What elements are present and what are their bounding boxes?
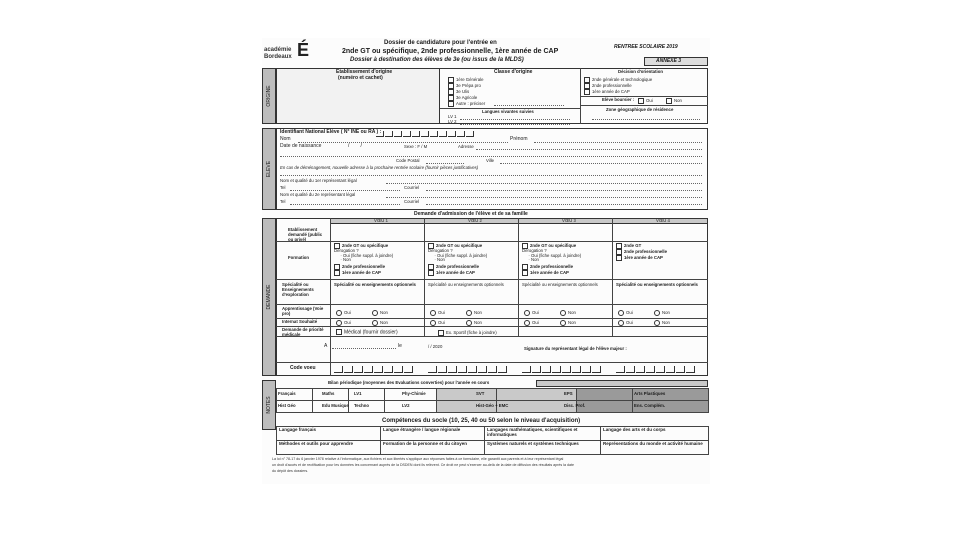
subject-label: LV1 <box>354 391 362 396</box>
ine-char-box[interactable] <box>394 131 402 137</box>
code-voeu-char-box[interactable] <box>364 366 373 373</box>
subject-label: Hist-Géo + EMC <box>476 403 509 408</box>
voeu-1-option-3[interactable]: · Oui (fiche suppl. à joindre) <box>338 253 394 258</box>
etab-demande-label: Etablissement demandé (public ou privé) <box>288 227 323 243</box>
voeu-1-option-6[interactable]: 1ère année de CAP <box>334 270 381 276</box>
notes-title: Bilan périodique (moyennes des Evaluations converties) pour l'année en cours <box>328 380 490 385</box>
subject-label: Disc. Prof. <box>564 403 586 408</box>
competence-cell[interactable] <box>600 440 709 455</box>
prenom-label: Prénom <box>510 136 528 142</box>
competence-label: Formation de la personne et du citoyen <box>383 441 468 446</box>
subject-label: Phy-Chimie <box>402 391 426 396</box>
classe-option-4[interactable]: 3e Agricole <box>448 95 477 101</box>
code-voeu-char-box[interactable] <box>572 366 581 373</box>
specialite-text-1: Spécialité ou enseignements optionnels <box>334 282 416 287</box>
ine-char-box[interactable] <box>385 131 393 137</box>
subject-label: Edu Musique <box>322 403 349 408</box>
ine-char-box[interactable] <box>466 131 474 137</box>
code-voeu-char-box[interactable] <box>428 366 437 373</box>
voeu-3-option-3[interactable]: · Oui (fiche suppl. à joindre) <box>526 253 582 258</box>
ine-char-box[interactable] <box>376 131 384 137</box>
voeu-3-option-6[interactable]: 1ère année de CAP <box>522 270 569 276</box>
apprentissage-label: Apprentissage (Voie pro) <box>282 306 324 317</box>
annexe-label: ANNEXE 3 <box>656 58 682 64</box>
code-voeu-char-box[interactable] <box>626 366 635 373</box>
demande-side-band: DEMANDE <box>262 218 276 376</box>
apprentissage-oui-1[interactable]: Oui <box>336 310 351 316</box>
formation-label: Formation <box>288 255 310 260</box>
specialite-text-3: Spécialité ou enseignements optionnels <box>522 282 598 287</box>
subject-label: Maths <box>322 391 335 396</box>
form-title-2: 2nde GT ou spécifique, 2nde professionnelle, 1ère année de CAP <box>342 48 559 55</box>
code-voeu-char-box[interactable] <box>438 366 447 373</box>
form-title-1: Dossier de candidature pour l'entrée en <box>384 40 497 46</box>
code-voeu-char-box[interactable] <box>354 366 363 373</box>
code-voeu-char-box[interactable] <box>522 366 531 373</box>
courriel1-label: Courriel <box>404 185 420 190</box>
voeu-3-option-5[interactable]: 2nde professionnelle <box>522 264 573 270</box>
voeu-1-option-5[interactable]: 2nde professionnelle <box>334 264 385 270</box>
competence-label: Langue étrangère / langue régionale <box>383 427 461 432</box>
sexe-label: Sexe : F / M <box>404 144 428 149</box>
competence-cell[interactable] <box>484 426 601 441</box>
apprentissage-non-3[interactable]: Non <box>560 310 576 316</box>
code-voeu-char-box[interactable] <box>542 366 551 373</box>
voeu-2-header: VŒU 2 <box>468 218 482 223</box>
code-voeu-char-box[interactable] <box>646 366 655 373</box>
date-field[interactable]: / / 2020 <box>428 344 443 349</box>
classe-origine-title: Classe d'origine <box>494 69 533 75</box>
code-voeu-char-box[interactable] <box>384 366 393 373</box>
code-voeu-char-box[interactable] <box>334 366 343 373</box>
specialite-label: Spécialité ou Enseignements d'exploration <box>282 282 314 298</box>
subject-label: Hist Géo <box>278 403 296 408</box>
competence-cell[interactable] <box>276 426 381 441</box>
signature-label: Signature du représentant légal de l'élève majeur : <box>524 346 627 351</box>
langues-title: Langues vivantes suivies <box>482 109 534 114</box>
code-voeu-char-box[interactable] <box>344 366 353 373</box>
application-form: académie Bordeaux É Dossier de candidature pour l'entrée en 2nde GT ou spécifique, 2nde professionnelle, 1ère année de CAP Dossier à destination des élèves de 3e (ou issus de la MLDS) RENTREE SCOLAIRE 2019 ANNEXE 3 ORIGINE Etablissement d'origine (numéro et cachet) Classe d'origine 1ère Générale 3e Prépa pro 3e Ulis 3e Agricole Autre : préciser Langues vivantes suivies LV 1 LV 2 Décision d'orientation 2nde générale et technologique 2nde professionnelle 1ère année de CAP Elève boursier : Oui Non Zone géographique de résidence ELEVE Identifiant National Elève ( N° INE ou RA ) : Nom Prénom Date de naissance / / Sexe : F / M Adresse Code Postal Ville En cas de déménagement, nouvelle adresse à la prochaine rentrée scolaire (fournir pièces justificatives) Nom et qualité du 1er représentant légal Tel Courriel Nom et qualité du 2e représentant légal Tel Courriel Demande d'admission de l'élève et de sa famille DEMANDE VŒU 1 VŒU 2 VŒU 3 VŒU 4 Etablissement demandé (public ou privé) Formation 2nde GT ou spécifique Dérogation ? · Oui (fiche suppl. à joindre) · Non 2nde professionnelle 1ère année de CAP 2nde GT ou spécifique Dérogation ? · Oui (fiche suppl. à joindre) · Non 2nde professionnelle 1ère année de CAP 2nde GT ou spécifique Dérogation ? · Oui (fiche suppl. à joindre) · Non 2nde professionnelle 1ère année de CAP 2nde GT 2nde professionnelle 1ère année de CAP Spécialité ou Enseignements d'exploration Spécialité ou enseignements optionnels Spécialité ou enseignements optionnels Spécialité ou enseignements optionnels Spécialité ou enseignements optionnels Apprentissage (Voie pro) Oui Non Oui Non Oui Non Oui Non Internat Souhaité Oui Non Oui Non Oui Non Oui Non Demande de priorité médicale Médical (fournir dossier) Ex. Sportif (fiche à joindre) A le / / 2020 Signature du représentant légal de l'élève majeur : Code voeu NOTES Bilan périodique (moyennes des Evaluations converties) pour l'année en cours Français Maths LV1 Phy-Chimie SVT EPS Arts Plastiques Hist Géo Edu Musique Techno LV2 Hist-Géo + EMC Disc. Prof. Ens. Complém. Compétences du socle (10, 25, 40 ou 50 selon le niveau d'acquisition) Langage français Langue étrangère / langue régionale Langages mathématiques, scientifiques et informatiques Langage des arts et du corps Méthodes et outils pour apprendre Formation de la personne et du citoyen Systèmes naturels et systèmes techniques Représentations du monde et activité humaine La loi n° 78-17 du 6 janvier 1978 relative à l'informatique, aux fichiers et aux libertés s'applique aux réponses faites à ce formulaire, elle garantit aux parents et à leur représentant légal un droit d'accès et de rectification pour les données les concernant auprès de la DSDEN dont ils relèvent. Ce droit ne peut s'exercer au-delà de la date de diffusion des résultats après la date du dépôt des dossiers. <box>262 38 710 484</box>
voeu-1-option-2: Dérogation ? <box>334 248 359 253</box>
academy-logo: É <box>297 40 310 60</box>
courriel2-label: Courriel <box>404 199 420 204</box>
etab-origin-sub: (numéro et cachet) <box>338 75 383 81</box>
apprentissage-non-4[interactable]: Non <box>654 310 670 316</box>
ine-char-box[interactable] <box>457 131 465 137</box>
specialite-text-2: Spécialité ou enseignements optionnels <box>428 282 504 287</box>
code-voeu-char-box[interactable] <box>562 366 571 373</box>
adresse-label: Adresse <box>458 144 474 149</box>
code-voeu-char-box[interactable] <box>616 366 625 373</box>
footer-line-3: du dépôt des dossiers. <box>272 469 309 473</box>
competence-label: Langage français <box>279 427 317 432</box>
voeu-2-option-6[interactable]: 1ère année de CAP <box>428 270 475 276</box>
internat-oui-4[interactable]: Oui <box>618 320 633 326</box>
subject-label: Techno <box>354 403 369 408</box>
subject-label: Français <box>278 391 296 396</box>
voeu-2-option-3[interactable]: · Oui (fiche suppl. à joindre) <box>432 253 488 258</box>
code-voeu-label: Code voeu <box>290 365 316 371</box>
zone-label: Zone géographique de résidence <box>606 107 674 112</box>
code-voeu-char-box[interactable] <box>532 366 541 373</box>
logo-text-1: académie <box>264 47 292 53</box>
decision-option-3[interactable]: 1ère année de CAP <box>584 89 630 95</box>
internat-oui-2[interactable]: Oui <box>430 320 445 326</box>
subject-label: EPS <box>564 391 573 396</box>
competence-cell[interactable] <box>600 426 709 441</box>
classe-option-5[interactable]: Autre : préciser <box>448 101 485 107</box>
boursier-non[interactable]: Non <box>666 98 682 104</box>
competence-label: Méthodes et outils pour apprendre <box>279 441 354 446</box>
footer-line-2: un droit d'accès et de rectification pour les données les concernant auprès de la DSDEN dont ils relèvent. Ce droit ne peut s'exercer au-delà de la date de diffusion des résultats après la date <box>272 463 574 467</box>
apprentissage-non-1[interactable]: Non <box>372 310 388 316</box>
internat-label: Internat Souhaité <box>282 319 318 324</box>
apprentissage-oui-3[interactable]: Oui <box>524 310 539 316</box>
competence-label: Représentations du monde et activité humaine <box>603 441 703 446</box>
internat-non-3[interactable]: Non <box>560 320 576 326</box>
ine-char-box[interactable] <box>448 131 456 137</box>
tel1-label: Tel <box>280 185 286 190</box>
etab-origin-label: Etablissement d'origine <box>336 69 393 75</box>
demenagement-note: En cas de déménagement, nouvelle adresse à la prochaine rentrée scolaire (fournir pièces justificatives) <box>280 165 479 170</box>
rentree-label: RENTREE SCOLAIRE 2019 <box>614 44 678 50</box>
code-voeu-char-box[interactable] <box>666 366 675 373</box>
boursier-oui[interactable]: Oui <box>638 98 653 104</box>
decision-option-1[interactable]: 2nde générale et technologique <box>584 77 652 83</box>
internat-oui-3[interactable]: Oui <box>524 320 539 326</box>
internat-non-4[interactable]: Non <box>654 320 670 326</box>
origin-side-band: ORIGINE <box>262 68 276 124</box>
internat-non-1[interactable]: Non <box>372 320 388 326</box>
apprentissage-non-2[interactable]: Non <box>466 310 482 316</box>
resp2-label: Nom et qualité du 2e représentant légal <box>280 192 356 197</box>
nom-label: Nom <box>280 136 291 142</box>
code-voeu-char-box[interactable] <box>582 366 591 373</box>
subject-label: Ens. Complém. <box>634 403 666 408</box>
voeu-4-option-1[interactable]: 2nde GT <box>616 243 641 249</box>
logo-text-2: Bordeaux <box>264 54 292 60</box>
code-voeu-char-box[interactable] <box>676 366 685 373</box>
voeu-2-option-1[interactable]: 2nde GT ou spécifique <box>428 243 482 249</box>
eleve-side-band: ELEVE <box>262 128 276 210</box>
subject-label: Arts Plastiques <box>634 391 666 396</box>
code-voeu-char-box[interactable] <box>488 366 497 373</box>
voeu-4-option-2[interactable]: 2nde professionnelle <box>616 249 667 255</box>
tel2-label: Tel <box>280 199 286 204</box>
lv2-label: LV 2 <box>448 119 457 124</box>
competence-label: Langages mathématiques, scientifiques et informatiques <box>487 427 578 437</box>
ville-label: Ville <box>486 158 495 163</box>
fait-a-label: A <box>324 343 328 349</box>
voeu-3-option-4[interactable]: · Non <box>526 257 539 262</box>
competence-cell[interactable] <box>276 440 381 455</box>
competences-title: Compétences du socle (10, 25, 40 ou 50 selon le niveau d'acquisition) <box>382 418 581 424</box>
code-voeu-char-box[interactable] <box>394 366 403 373</box>
code-postal-label: Code Postal <box>396 158 420 163</box>
competence-cell[interactable] <box>380 426 485 441</box>
voeu-1-option-4[interactable]: · Non <box>338 257 351 262</box>
ine-char-box[interactable] <box>412 131 420 137</box>
resp1-label: Nom et qualité du 1er représentant légal <box>280 178 357 183</box>
apprentissage-oui-4[interactable]: Oui <box>618 310 633 316</box>
code-voeu-char-box[interactable] <box>374 366 383 373</box>
code-voeu-char-box[interactable] <box>458 366 467 373</box>
code-voeu-char-box[interactable] <box>592 366 601 373</box>
voeu-3-header: VŒU 3 <box>562 218 576 223</box>
voeu-2-option-5[interactable]: 2nde professionnelle <box>428 264 479 270</box>
voeu-1-option-1[interactable]: 2nde GT ou spécifique <box>334 243 388 249</box>
naissance-label: Date de naissance <box>280 143 322 149</box>
code-voeu-char-box[interactable] <box>636 366 645 373</box>
voeu-4-header: VŒU 4 <box>656 218 670 223</box>
decision-option-2[interactable]: 2nde professionnelle <box>584 83 632 89</box>
le-label: le <box>398 343 402 349</box>
lv1-label: LV 1 <box>448 114 457 119</box>
subject-label: SVT <box>476 391 485 396</box>
voeu-2-option-4[interactable]: · Non <box>432 257 445 262</box>
voeu-1-header: VŒU 1 <box>374 218 388 223</box>
classe-option-3[interactable]: 3e Ulis <box>448 89 469 95</box>
code-voeu-char-box[interactable] <box>656 366 665 373</box>
notes-side-band: NOTES <box>262 380 276 430</box>
ine-char-box[interactable] <box>403 131 411 137</box>
ine-char-box[interactable] <box>421 131 429 137</box>
note-cell[interactable] <box>384 400 437 413</box>
code-voeu-char-box[interactable] <box>478 366 487 373</box>
demande-title: Demande d'admission de l'élève et de sa famille <box>414 211 528 217</box>
code-voeu-char-box[interactable] <box>498 366 507 373</box>
apprentissage-oui-2[interactable]: Oui <box>430 310 445 316</box>
competence-cell[interactable] <box>380 440 485 455</box>
boursier-label: Elève boursier : <box>602 97 635 102</box>
subject-label: LV2 <box>402 403 410 408</box>
classe-option-2[interactable]: 3e Prépa pro <box>448 83 481 89</box>
footer-line-1: La loi n° 78-17 du 6 janvier 1978 relative à l'informatique, aux fichiers et aux libertés s'applique aux réponses faites à ce formulaire, elle garantit aux parents et à leur représentant légal <box>272 457 564 461</box>
internat-non-2[interactable]: Non <box>466 320 482 326</box>
code-voeu-char-box[interactable] <box>404 366 413 373</box>
decision-title: Décision d'orientation <box>618 69 663 74</box>
code-voeu-char-box[interactable] <box>448 366 457 373</box>
sport-option[interactable]: Ex. Sportif (fiche à joindre) <box>438 330 497 336</box>
ine-label: Identifiant National Elève ( N° INE ou RA ) : <box>280 129 382 135</box>
voeu-3-option-1[interactable]: 2nde GT ou spécifique <box>522 243 576 249</box>
competence-label: Langage des arts et du corps <box>603 427 666 432</box>
medical-option[interactable]: Médical (fournir dossier) <box>336 329 398 335</box>
competence-cell[interactable] <box>484 440 601 455</box>
code-voeu-char-box[interactable] <box>468 366 477 373</box>
voeu-3-option-2: Dérogation ? <box>522 248 547 253</box>
code-voeu-char-box[interactable] <box>686 366 695 373</box>
ine-char-box[interactable] <box>430 131 438 137</box>
voeu-4-option-3[interactable]: 1ère année de CAP <box>616 255 663 261</box>
medical-label: Demande de priorité médicale <box>282 327 324 338</box>
competence-label: Systèmes naturels et systèmes techniques <box>487 441 579 446</box>
classe-option-1[interactable]: 1ère Générale <box>448 77 483 83</box>
form-title-3: Dossier à destination des élèves de 3e (ou issus de la MLDS) <box>350 57 524 63</box>
voeu-2-option-2: Dérogation ? <box>428 248 453 253</box>
specialite-text-4: Spécialité ou enseignements optionnels <box>616 282 698 287</box>
ine-char-box[interactable] <box>439 131 447 137</box>
internat-oui-1[interactable]: Oui <box>336 320 351 326</box>
code-voeu-char-box[interactable] <box>552 366 561 373</box>
